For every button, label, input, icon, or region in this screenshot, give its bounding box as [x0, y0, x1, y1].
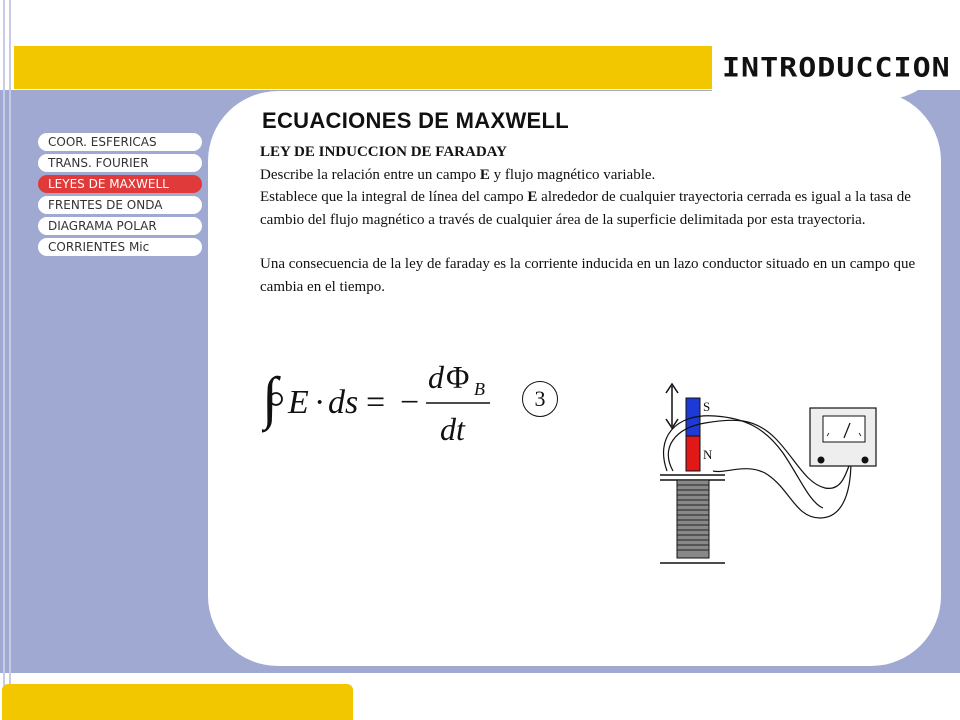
text-span: Establece que la integral de línea del campo [260, 189, 528, 205]
nav-item-frentes-de-onda[interactable]: FRENTES DE ONDA [38, 196, 202, 214]
svg-text:=: = [366, 384, 386, 421]
svg-text:ds: ds [328, 384, 359, 421]
nav-item-coor-esfericas[interactable]: COOR. ESFERICAS [38, 133, 202, 151]
induction-diagram [655, 378, 895, 568]
svg-text:−: − [400, 384, 420, 421]
north-pole-label: N [703, 447, 713, 462]
south-pole-label: S [703, 399, 711, 414]
page-title: ECUACIONES DE MAXWELL [262, 108, 569, 133]
faraday-equation [262, 355, 562, 455]
svg-text:E: E [288, 384, 309, 421]
nav-item-corrientes-mic[interactable]: CORRIENTES Mic [38, 238, 202, 256]
left-strip [3, 0, 5, 720]
sidebar-nav [38, 133, 202, 259]
svg-text:·: · [314, 384, 326, 421]
svg-text:Φ: Φ [446, 359, 470, 395]
text-span: y flujo magnético variable. [489, 166, 656, 183]
section-title: INTRODUCCION [722, 52, 951, 84]
paragraph-2 [260, 186, 920, 231]
header-bar [14, 46, 727, 89]
svg-text:d: d [428, 359, 444, 395]
svg-text:∫: ∫ [262, 365, 278, 430]
text-span-bold: E [479, 166, 490, 183]
nav-item-leyes-de-maxwell[interactable]: LEYES DE MAXWELL [38, 175, 202, 193]
left-strip [9, 0, 11, 720]
svg-text:dt: dt [440, 411, 465, 447]
section-subtitle: LEY DE INDUCCION DE FARADAY [260, 144, 507, 160]
svg-text:B: B [474, 379, 485, 399]
paragraph-1 [260, 164, 920, 187]
footer-bar [2, 684, 353, 720]
nav-item-diagrama-polar[interactable]: DIAGRAMA POLAR [38, 217, 202, 235]
equation-number: 3 [522, 381, 558, 417]
paragraph-3: Una consecuencia de la ley de faraday es la corriente inducida en un lazo conductor situado en un campo que cambia en el tiempo. [260, 256, 916, 295]
nav-item-trans-fourier[interactable]: TRANS. FOURIER [38, 154, 202, 172]
content-text [260, 141, 920, 298]
text-span: Describe la relación entre un campo [260, 166, 480, 183]
text-span-bold: E [527, 189, 538, 205]
text-span: alrededor de cualquier trayectoria cerrada es igual a la tasa de cambio del flujo magnético a través de cualquier área de la superficie delimitada por esta trayectoria. [260, 189, 911, 228]
